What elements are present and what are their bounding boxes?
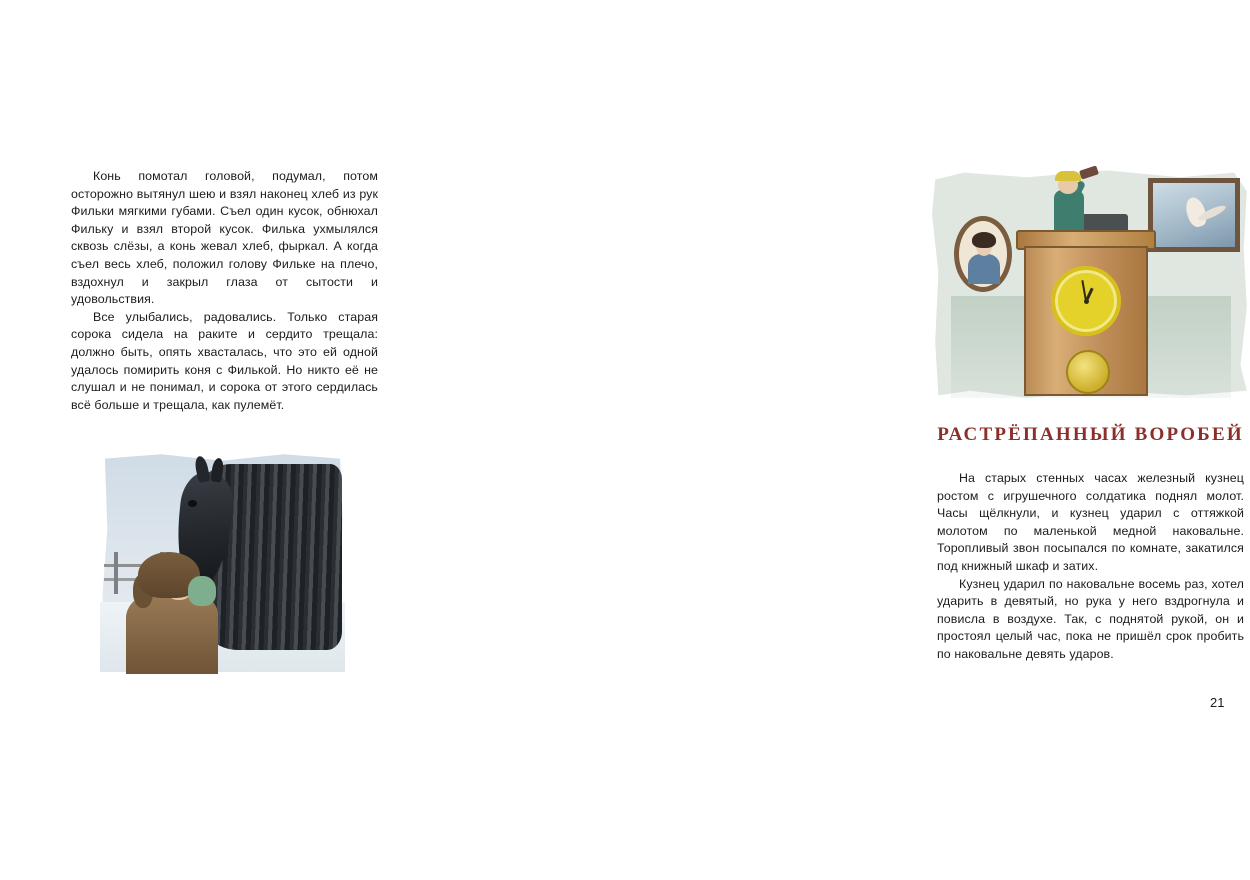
- portrait-body: [968, 254, 1000, 284]
- left-page-body-text: [71, 168, 378, 414]
- fence-post: [114, 552, 118, 594]
- story-title: РАСТРЁПАННЫЙ ВОРОБЕЙ: [937, 424, 1244, 445]
- wall-clock-illustration: [932, 168, 1250, 400]
- horse-eye: [188, 500, 197, 507]
- clock-face: [1051, 266, 1121, 336]
- horse-and-boy-illustration: [100, 452, 345, 672]
- blacksmith-cap: [1055, 171, 1081, 181]
- clock-pendulum: [1066, 350, 1110, 394]
- oval-portrait-picture: [954, 216, 1012, 292]
- boy-mitten: [188, 576, 216, 606]
- paragraph: Все улыбались, радовались. Только старая сорока сидела на раките и сердито трещала: должно быть, опять хвасталась, что это ей одной удалось помирить коня с Филькой. Но никто её не слушал и не понимал, и сорока от этого сердилась всё больше и трещала, как пулемёт.: [71, 309, 378, 412]
- paragraph: Кузнец ударил по наковальне восемь раз, хотел ударить в девятый, но рука у него вздрогнула и повисла в воздухе. Так, с поднятой рукой, он и простоял целый час, пока не пришёл срок пробить по наковальне девять ударов.: [937, 576, 1244, 661]
- right-page: [440, 0, 1244, 880]
- framed-ballerina-picture: [1148, 178, 1240, 252]
- left-page: [0, 0, 440, 880]
- clock-center-pin: [1084, 299, 1089, 304]
- page-number: 21: [1210, 695, 1225, 710]
- paragraph: На старых стенных часах железный кузнец ростом с игрушечного солдатика поднял молот. Часы щёлкнули, и кузнец ударил с оттяжкой молотом по маленькой медной наковальне. Торопливый звон посыпался по комнате, закатился под книжный шкаф и затих.: [937, 471, 1244, 573]
- portrait-hair: [972, 232, 996, 248]
- paragraph: Конь помотал головой, подумал, потом осторожно вытянул шею и взял наконец хлеб из рук Фильки мягкими губами. Съел один кусок, обнюхал Фильку и взял второй кусок. Филька ухмылялся сквозь слёзы, а конь жевал хлеб, фыркал. А когда съел весь хлеб, положил голову Фильке на плечо, вздохнул и закрыл глаза от сытости и удовольствия.: [71, 169, 378, 307]
- right-page-body-text: [937, 470, 1244, 664]
